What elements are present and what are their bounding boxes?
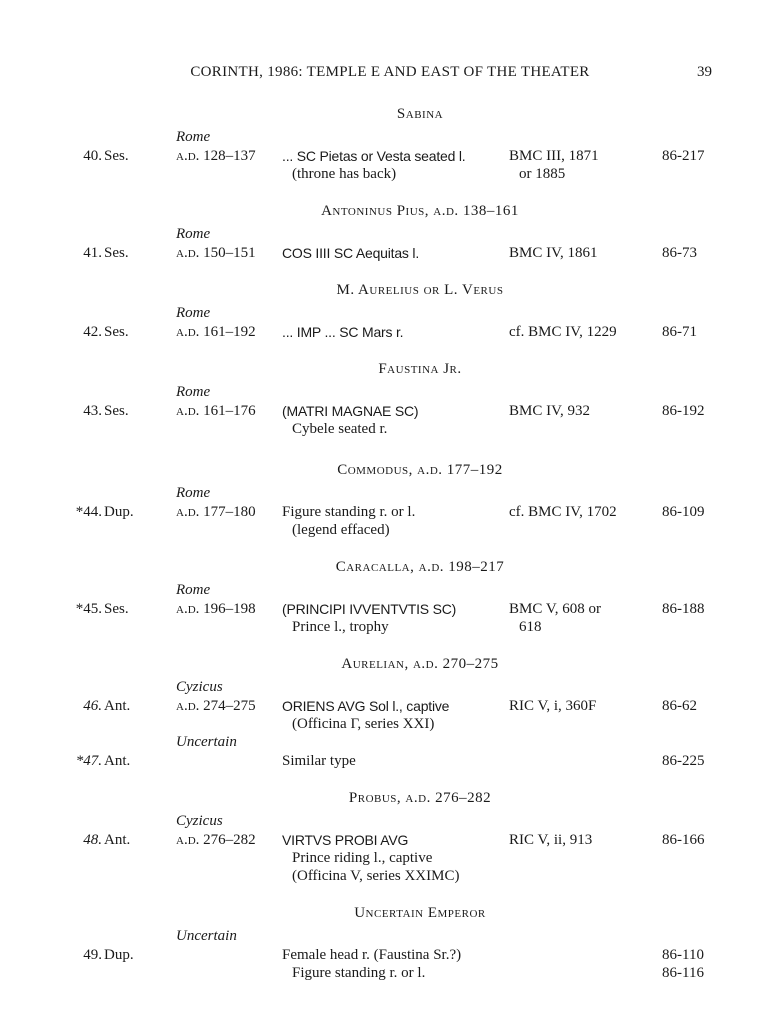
entry-line [0, 165, 780, 183]
reference: BMC IV, 932 [509, 403, 590, 419]
mint-row [0, 225, 780, 244]
inventory-number: 86-110 [662, 947, 704, 963]
entry-number: 48. [83, 832, 102, 848]
description-line: (PRINCIPI IVVENTVTIS SC) [282, 601, 457, 617]
denomination: Dup. [104, 947, 134, 963]
description-line: (Officina V, series XXIMC) [292, 868, 460, 884]
mint-row [0, 927, 780, 946]
reference: cf. BMC IV, 1229 [509, 324, 617, 340]
description-line: (Officina Γ, series XXI) [292, 716, 435, 732]
section-gap [0, 885, 780, 899]
description-line: VIRTVS PROBI AVG [282, 832, 409, 848]
catalogue-list [0, 100, 780, 996]
mint-label: Cyzicus [176, 679, 223, 695]
catalogue-entry [0, 225, 780, 262]
description-line: Female head r. (Faustina Sr.?) [282, 947, 462, 963]
entry-number: *45. [75, 601, 102, 617]
entry-line [0, 697, 780, 715]
section-title: Probus, a.d. 276–282 [348, 790, 492, 806]
entry-number: 41. [83, 245, 102, 261]
inventory-number: 86-192 [662, 403, 705, 419]
date-range: a.d. 274–275 [176, 698, 256, 714]
entry-line [0, 147, 780, 165]
catalogue-entry [0, 128, 780, 183]
entry-number: 43. [83, 403, 102, 419]
date-range: a.d. 161–192 [176, 324, 256, 340]
mint-row [0, 812, 780, 831]
mint-label: Rome [176, 129, 211, 145]
date-range: a.d. 196–198 [176, 601, 256, 617]
denomination: Ses. [104, 601, 129, 617]
inventory-number: 86-116 [662, 965, 704, 981]
mint-label: Uncertain [176, 928, 237, 944]
catalogue-entry [0, 304, 780, 341]
catalogue-entry [0, 383, 780, 438]
denomination: Ses. [104, 148, 129, 164]
entry-line [0, 402, 780, 420]
section-gap [0, 262, 780, 276]
reference: RIC V, i, 360F [509, 698, 597, 714]
description-line: Prince l., trophy [292, 619, 389, 635]
description-line: Prince riding l., captive [292, 850, 433, 866]
entry-line [0, 715, 780, 733]
description-line: ORIENS AVG Sol l., captive [282, 698, 450, 714]
section-title: M. Aurelius or L. Verus [336, 282, 504, 298]
denomination: Ses. [104, 324, 129, 340]
catalogue-entry [0, 733, 780, 770]
date-range: a.d. 150–151 [176, 245, 256, 261]
section-gap [0, 982, 780, 996]
inventory-number: 86-71 [662, 324, 697, 340]
inventory-number: 86-217 [662, 148, 705, 164]
entry-line [0, 964, 780, 982]
entry-line [0, 600, 780, 618]
description-line: (legend effaced) [292, 522, 390, 538]
section-title: Commodus, a.d. 177–192 [337, 462, 503, 478]
running-header [0, 64, 780, 84]
description-line: COS IIII SC Aequitas l. [282, 245, 420, 261]
denomination: Dup. [104, 504, 134, 520]
entry-number: *44. [75, 504, 102, 520]
section-gap [0, 183, 780, 197]
inventory-number: 86-62 [662, 698, 697, 714]
entry-line [0, 831, 780, 849]
inventory-number: 86-225 [662, 753, 705, 769]
date-range: a.d. 276–282 [176, 832, 256, 848]
mint-row [0, 733, 780, 752]
section-gap [0, 539, 780, 553]
catalogue-entry [0, 812, 780, 885]
reference: BMC IV, 1861 [509, 245, 598, 261]
mint-label: Rome [176, 384, 211, 400]
inventory-number: 86-166 [662, 832, 705, 848]
section-title: Caracalla, a.d. 198–217 [335, 559, 505, 575]
entry-line [0, 521, 780, 539]
reference: RIC V, ii, 913 [509, 832, 593, 848]
description-line: Figure standing r. or l. [282, 504, 416, 520]
entry-line [0, 618, 780, 636]
denomination: Ant. [104, 832, 131, 848]
date-range: a.d. 161–176 [176, 403, 256, 419]
mint-label: Rome [176, 582, 211, 598]
inventory-number: 86-73 [662, 245, 697, 261]
inventory-number: 86-109 [662, 504, 705, 520]
entry-number: 46. [83, 698, 102, 714]
mint-row [0, 128, 780, 147]
catalogue-entry [0, 581, 780, 636]
section-title: Sabina [396, 106, 444, 122]
reference: BMC V, 608 or [509, 601, 601, 617]
section-gap [0, 341, 780, 355]
entry-line [0, 420, 780, 438]
entry-line [0, 946, 780, 964]
reference: 618 [519, 619, 542, 635]
entry-line [0, 752, 780, 770]
entry-number: *47. [75, 753, 102, 769]
denomination: Ses. [104, 403, 129, 419]
section-gap [0, 438, 780, 456]
description-line: ... SC Pietas or Vesta seated l. [282, 148, 466, 164]
section-title: Uncertain Emperor [354, 905, 486, 921]
description-line: Figure standing r. or l. [292, 965, 426, 981]
running-title: CORINTH, 1986: TEMPLE E AND EAST OF THE THEATER [190, 64, 590, 80]
mint-row [0, 383, 780, 402]
section-gap [0, 770, 780, 784]
catalogue-entry [0, 927, 780, 982]
entry-number: 40. [83, 148, 102, 164]
mint-label: Cyzicus [176, 813, 223, 829]
denomination: Ant. [104, 753, 131, 769]
mint-label: Rome [176, 485, 211, 501]
description-line: ... IMP ... SC Mars r. [282, 324, 404, 340]
entry-line [0, 244, 780, 262]
mint-row [0, 581, 780, 600]
mint-label: Uncertain [176, 734, 237, 750]
entry-number: 49. [83, 947, 102, 963]
description-line: (MATRI MAGNAE SC) [282, 403, 419, 419]
section-title: Faustina Jr. [378, 361, 462, 377]
description-line: Cybele seated r. [292, 421, 388, 437]
entry-number: 42. [83, 324, 102, 340]
mint-row [0, 304, 780, 323]
denomination: Ses. [104, 245, 129, 261]
mint-label: Rome [176, 305, 211, 321]
description-line: Similar type [282, 753, 356, 769]
entry-line [0, 849, 780, 867]
catalogue-entry [0, 484, 780, 539]
mint-label: Rome [176, 226, 211, 242]
reference: or 1885 [519, 166, 566, 182]
reference: cf. BMC IV, 1702 [509, 504, 617, 520]
page-number: 39 [697, 64, 712, 80]
mint-row [0, 678, 780, 697]
section-title: Antoninus Pius, a.d. 138–161 [321, 203, 519, 219]
description-line: (throne has back) [292, 166, 397, 182]
inventory-number: 86-188 [662, 601, 705, 617]
section-title: Aurelian, a.d. 270–275 [341, 656, 499, 672]
date-range: a.d. 128–137 [176, 148, 256, 164]
entry-line [0, 323, 780, 341]
reference: BMC III, 1871 [509, 148, 599, 164]
section-gap [0, 636, 780, 650]
mint-row [0, 484, 780, 503]
catalogue-entry [0, 678, 780, 733]
denomination: Ant. [104, 698, 131, 714]
entry-line [0, 503, 780, 521]
entry-line [0, 867, 780, 885]
date-range: a.d. 177–180 [176, 504, 256, 520]
